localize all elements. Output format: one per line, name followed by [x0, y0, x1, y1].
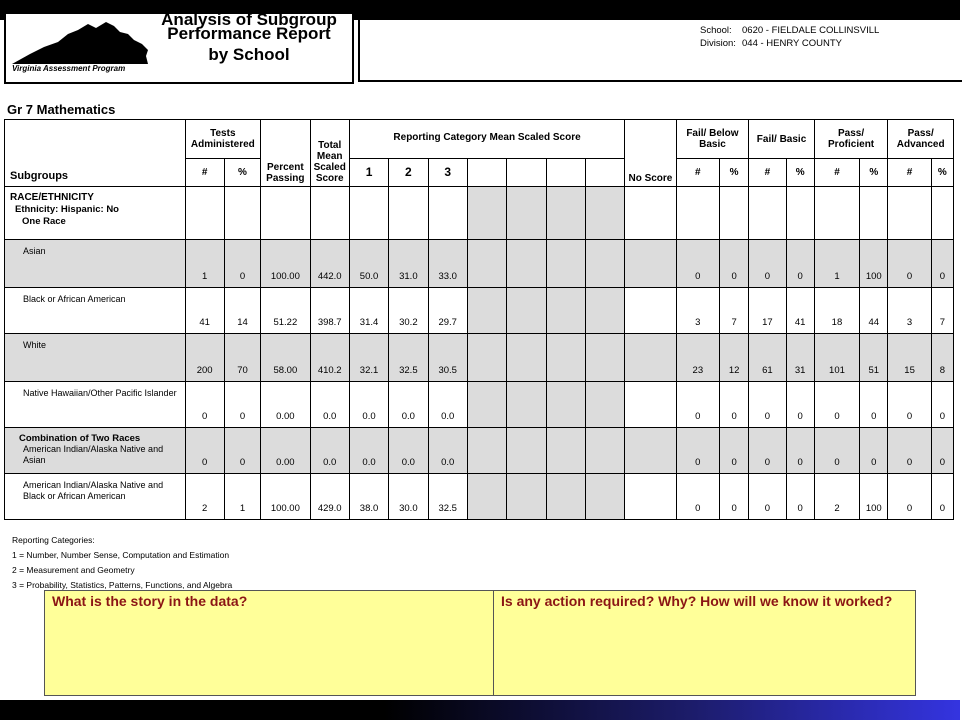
cell-pass-pct: 100.00 — [261, 240, 310, 288]
cell-pass-pct: 0.00 — [261, 428, 310, 474]
blank-category-header — [546, 159, 585, 187]
cell-fbb-n: 23 — [676, 334, 719, 382]
legend-title: Reporting Categories: — [12, 535, 95, 545]
cell-pp-p: 100 — [860, 240, 888, 288]
cell-tests-pct: 0 — [224, 428, 260, 474]
cell-fb-n: 0 — [749, 474, 786, 520]
cell-fbb-n: 3 — [676, 288, 719, 334]
cell-pass-pct: 0.00 — [261, 382, 310, 428]
report-logo-box — [4, 10, 354, 84]
report-title — [156, 10, 342, 65]
pp-num-header: # — [814, 159, 859, 187]
reporting-categories-legend — [12, 533, 232, 593]
pass-advanced-header: Pass/ Advanced — [888, 120, 954, 159]
table-row — [5, 382, 954, 428]
group-label: Combination of Two Races — [19, 433, 141, 444]
cell-fbb-n: 0 — [676, 382, 719, 428]
cell-pp-p: 51 — [860, 334, 888, 382]
legend-item-3: 3 = Probability, Statistics, Patterns, Functions, and Algebra — [12, 580, 233, 590]
school-info-box — [358, 14, 962, 82]
cell-pp-n: 18 — [814, 288, 859, 334]
tests-administered-header: Tests Administered — [185, 120, 261, 159]
cell-pp-p: 44 — [860, 288, 888, 334]
cell-mean: 429.0 — [310, 474, 349, 520]
subgroup-performance-table — [4, 119, 954, 520]
action-question: Is any action required? Why? How will we know it worked? — [501, 593, 893, 609]
cell-fb-n: 17 — [749, 288, 786, 334]
fb-pct-header: % — [786, 159, 814, 187]
row-name: American Indian/Alaska Native and Black or African American — [5, 474, 186, 520]
cell-fbb-n: 0 — [676, 474, 719, 520]
cell-tests-pct: 0 — [224, 382, 260, 428]
cell-tests-n: 41 — [185, 288, 224, 334]
cell-cat2: 0.0 — [389, 382, 428, 428]
cell-fbb-p: 0 — [720, 474, 749, 520]
cell-cat3: 0.0 — [428, 382, 467, 428]
cell-pp-p: 100 — [860, 474, 888, 520]
cell-mean: 398.7 — [310, 288, 349, 334]
fail-basic-header: Fail/ Basic — [749, 120, 815, 159]
cell-fb-p: 0 — [786, 240, 814, 288]
row-name: Native Hawaiian/Other Pacific Islander — [5, 382, 186, 428]
pp-pct-header: % — [860, 159, 888, 187]
section-line3: One Race — [22, 216, 66, 227]
cell-pp-p: 0 — [860, 428, 888, 474]
cell-cat3: 29.7 — [428, 288, 467, 334]
section-line1: RACE/ETHNICITY — [10, 192, 94, 203]
section-line2: Ethnicity: Hispanic: No — [15, 204, 119, 215]
cell-fb-n: 0 — [749, 428, 786, 474]
cell-pa-n: 0 — [888, 240, 931, 288]
cell-cat1: 0.0 — [349, 382, 388, 428]
cell-pp-n: 101 — [814, 334, 859, 382]
tests-num-header: # — [185, 159, 224, 187]
table-row — [5, 428, 954, 474]
cell-tests-n: 0 — [185, 382, 224, 428]
cell-pa-n: 0 — [888, 382, 931, 428]
cell-fbb-p: 0 — [720, 382, 749, 428]
school-value: 0620 - FIELDALE COLLINSVILL — [742, 25, 880, 36]
cell-tests-pct: 14 — [224, 288, 260, 334]
row-name: Black or African American — [5, 288, 186, 334]
cell-pa-p: 7 — [931, 288, 953, 334]
cell-pass-pct: 58.00 — [261, 334, 310, 382]
cell-cat2: 0.0 — [389, 428, 428, 474]
cell-cat1: 31.4 — [349, 288, 388, 334]
cell-cat1: 0.0 — [349, 428, 388, 474]
cell-tests-n: 200 — [185, 334, 224, 382]
pass-proficient-header: Pass/ Proficient — [814, 120, 888, 159]
legend-item-2: 2 = Measurement and Geometry — [12, 565, 135, 575]
cell-mean: 0.0 — [310, 382, 349, 428]
fb-num-header: # — [749, 159, 786, 187]
cat3-header: 3 — [428, 159, 467, 187]
percent-passing-header: Percent Passing — [261, 120, 310, 187]
cell-pa-n: 3 — [888, 288, 931, 334]
cell-cat3: 30.5 — [428, 334, 467, 382]
cell-tests-n: 0 — [185, 428, 224, 474]
total-mean-header: Total Mean Scaled Score — [310, 120, 349, 187]
table-row — [5, 288, 954, 334]
row-name: American Indian/Alaska Native and Asian — [23, 444, 164, 465]
cell-fbb-p: 0 — [720, 428, 749, 474]
cell-pa-p: 0 — [931, 382, 953, 428]
cell-tests-pct: 1 — [224, 474, 260, 520]
cell-cat3: 0.0 — [428, 428, 467, 474]
cell-pa-p: 0 — [931, 240, 953, 288]
cell-cat2: 32.5 — [389, 334, 428, 382]
pa-pct-header: % — [931, 159, 953, 187]
cell-tests-n: 2 — [185, 474, 224, 520]
blank-category-header — [507, 159, 546, 187]
pa-num-header: # — [888, 159, 931, 187]
cell-pp-n: 2 — [814, 474, 859, 520]
cell-cat2: 30.2 — [389, 288, 428, 334]
cell-fb-p: 0 — [786, 474, 814, 520]
tests-pct-header: % — [224, 159, 260, 187]
no-score-header: No Score — [625, 120, 676, 187]
row-name: White — [5, 334, 186, 382]
cat2-header: 2 — [389, 159, 428, 187]
cell-tests-pct: 70 — [224, 334, 260, 382]
table-row — [5, 240, 954, 288]
cell-fb-p: 0 — [786, 382, 814, 428]
cell-pp-n: 0 — [814, 382, 859, 428]
cell-cat1: 32.1 — [349, 334, 388, 382]
cell-fbb-p: 12 — [720, 334, 749, 382]
subgroups-header: Subgroups — [5, 120, 186, 187]
cell-fb-p: 41 — [786, 288, 814, 334]
cell-pa-p: 0 — [931, 474, 953, 520]
cell-fb-p: 31 — [786, 334, 814, 382]
table-row — [5, 474, 954, 520]
cell-pa-n: 0 — [888, 428, 931, 474]
cell-pass-pct: 51.22 — [261, 288, 310, 334]
cell-pp-n: 0 — [814, 428, 859, 474]
cell-cat2: 30.0 — [389, 474, 428, 520]
cell-tests-n: 1 — [185, 240, 224, 288]
grade-title: Gr 7 Mathematics — [7, 102, 116, 117]
section-label — [5, 187, 186, 240]
section-row — [5, 187, 954, 240]
cell-fbb-p: 0 — [720, 240, 749, 288]
program-label: Virginia Assessment Program — [12, 64, 126, 73]
legend-item-1: 1 = Number, Number Sense, Computation and Estimation — [12, 550, 230, 560]
report-title-line1: Performance Report — [167, 24, 331, 43]
school-info — [700, 24, 879, 50]
cell-pp-p: 0 — [860, 382, 888, 428]
cell-fbb-p: 7 — [720, 288, 749, 334]
cell-cat1: 38.0 — [349, 474, 388, 520]
row-name: Asian — [5, 240, 186, 288]
report-title-line0: Analysis of Subgroup — [161, 10, 337, 29]
table-row — [5, 334, 954, 382]
cell-cat1: 50.0 — [349, 240, 388, 288]
reporting-category-header: Reporting Category Mean Scaled Score — [349, 120, 624, 159]
fail-below-basic-header: Fail/ Below Basic — [676, 120, 749, 159]
story-question: What is the story in the data? — [45, 591, 494, 695]
cell-tests-pct: 0 — [224, 240, 260, 288]
cell-cat3: 33.0 — [428, 240, 467, 288]
cell-mean: 410.2 — [310, 334, 349, 382]
report-title-line2: by School — [208, 45, 290, 64]
cell-cat3: 32.5 — [428, 474, 467, 520]
blank-category-header — [467, 159, 506, 187]
cell-fb-n: 0 — [749, 382, 786, 428]
division-value: 044 - HENRY COUNTY — [742, 38, 842, 49]
cell-pa-p: 8 — [931, 334, 953, 382]
cell-pass-pct: 100.00 — [261, 474, 310, 520]
cell-fb-n: 61 — [749, 334, 786, 382]
cell-pa-n: 15 — [888, 334, 931, 382]
cell-pa-n: 0 — [888, 474, 931, 520]
cell-fbb-n: 0 — [676, 240, 719, 288]
cell-fbb-n: 0 — [676, 428, 719, 474]
row-name-group — [5, 428, 186, 474]
cat1-header: 1 — [349, 159, 388, 187]
cell-mean: 442.0 — [310, 240, 349, 288]
cell-mean: 0.0 — [310, 428, 349, 474]
virginia-map-icon — [10, 20, 150, 66]
cell-pp-n: 1 — [814, 240, 859, 288]
bottom-gradient-bar — [0, 700, 960, 720]
school-label: School: — [700, 25, 732, 36]
cell-pa-p: 0 — [931, 428, 953, 474]
division-label: Division: — [700, 38, 736, 49]
cell-fb-p: 0 — [786, 428, 814, 474]
cell-fb-n: 0 — [749, 240, 786, 288]
fbb-pct-header: % — [720, 159, 749, 187]
fbb-num-header: # — [676, 159, 719, 187]
blank-category-header — [585, 159, 624, 187]
cell-cat2: 31.0 — [389, 240, 428, 288]
reflection-questions-box — [44, 590, 916, 696]
